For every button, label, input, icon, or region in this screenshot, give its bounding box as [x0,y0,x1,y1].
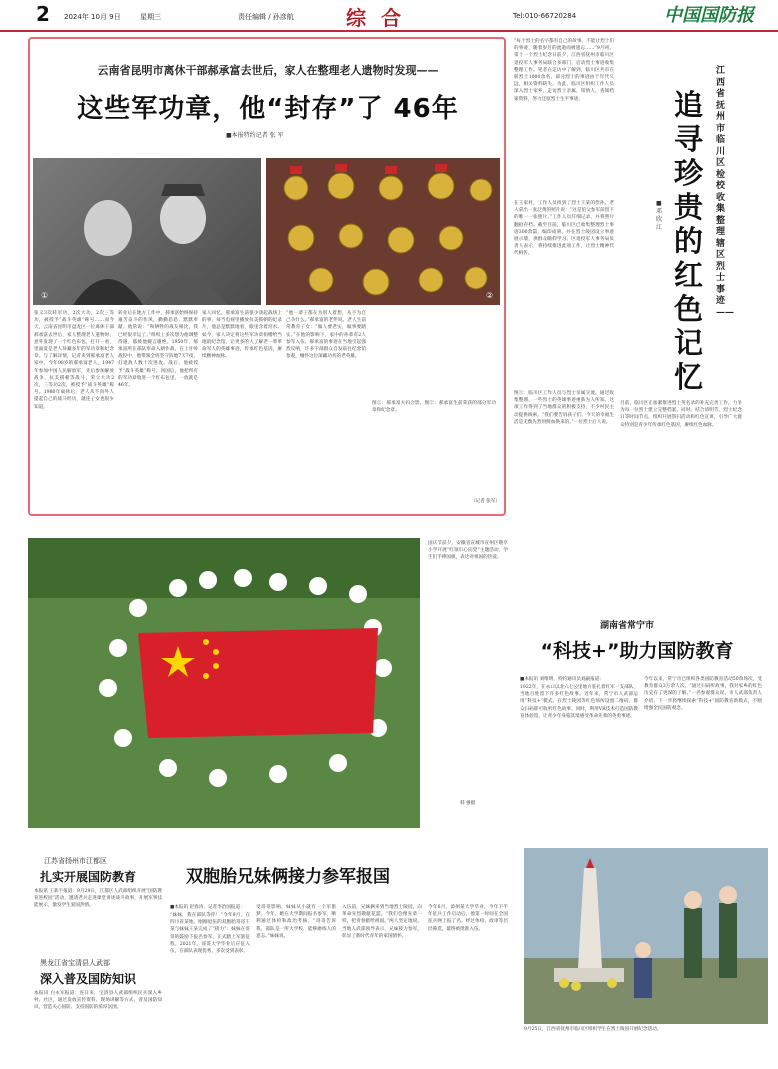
students-photo-credit: 韩 强摄 [460,801,476,806]
article-4-title: 双胞胎兄妹俩接力参军报国 [186,867,390,887]
article-1-author: （记者 张军） [470,499,500,504]
article-1-byline: ■本报特约记者 张 军 [226,132,284,139]
svg-text:②: ② [486,291,494,300]
issue-weekday: 星期三 [140,13,161,21]
article-4-body-1: “妹妹，我在部队等你！”今年9月，在四川省某地，刚刚退伍的双胞胎哥哥王某与妹妹王某完成了“接力”：妹妹在哥哥的鼓励下报名参军，正式踏上军旅征程。2021年，哥哥大学毕业后应征入伍，在部队表现优秀，多次受到表彰。 [170,913,250,955]
article-2-col-d: 目前，临川区正加紧推进烈士英名录的补充完善工作，力争为每一位烈士建立完整档案。同时，结合清明节、烈士纪念日等时间节点，组织开展祭扫活动和红色宣讲，引导广大群众特别是青少年传承红色基因，赓续红色血脉。 [620,401,742,428]
brief-1-title: 扎实开展国防教育 [40,870,137,884]
brief-1-region: 江苏省扬州市江都区 [44,857,107,865]
issue-date: 2024年 10月 9日 [64,13,121,21]
article-3-byline: ■本报讯 刘维明、特约通讯员刘嗣报道： [520,677,604,682]
article-1-photo-caption: 图①：郝承富夫妇合影。图②：郝承富生前荣获的部分军功章和纪念章。 [372,401,496,414]
svg-text:①: ① [41,291,49,300]
students-flag-photo [28,538,420,828]
article-3-body-1: 1922年，在永口以北六七公里地方驻扎着红军一支部队，当地百姓留下许多红色故事。近年来，常宁市人武部运用“科技+”模式，在烈士陵园等红色场所设置二维码，群众扫码即可收听红色故事。同时，利用VR技术打造国防教育体验馆，让青少年身临其境感受革命先辈的英勇事迹。 [520,685,638,719]
article-1-col-1: 张义3次转军功，2次大功，2次三等功，被授予“战斗英雄”称号……而今天，云南省昆明市盘龙区一位离休干部郝承富去世后，家人整理老人遗物时，意外发现了一个红色布包，打开一看，里面竟是老人珍藏多年的军功章和纪念章。与了解详情，记者来到郝承富老人家中。今年98岁的郝承富老人，1947年参加中国人民解放军，先后参加解放战争、抗美援朝等战斗，荣立大功2次，三等功2次，被授予“战斗英雄”称号。1980年离休后，老人从不向外人提起自己的战斗经历，就连子女也很少知道。 [34,311,114,410]
article-1-col-3: 家人回忆，郝承富生前很少谈起战场上的事，每当电视里播放抗美援朝的纪录片，他总是默默地看，眼里含着泪水。如今，家人决定将这些军功章捐赠给当地的纪念馆，让更多的人了解老一辈革命军人的英雄事迹，传承红色基因，赓续精神血脉。 [202,311,282,360]
brief-2-body: 本报讯 白永军报道：连日来，宝清县人武部组织民兵深入乡村、社区，通过发放宣传资料、现场讲解等方式，普及国防知识，营造关心国防、支持国防的浓厚氛围。 [34,991,162,1011]
article-2-col-a: “每个烈士的名字都有自己的故事。不能让烈士们的事迹，随着岁月的流逝而被遗忘……”9月初，第十一个烈士纪念日前夕，江西省抚州市临川区退役军人事务局联合多部门，启动烈士事迹收集整理工作。笔者在走访中了解到，临川区共有在册烈士1000余名，部分烈士的事迹由于年代久远，相关资料缺失。为此，临川区组织工作人员深入烈士家乡，走访烈士亲属、知情人，查阅档案资料，努力还原烈士生平事迹。 [514,39,614,102]
article-1-col-4: “他一辈子都在为别人着想，从不为自己争什么。”郝承富的老伴说。老人生前常教育子女：“做人要老实，做事要踏实。”在他的影响下，家中的孙辈有2人参军入伍。郝承富的事迹在当地引起强烈反响，许多干部群众自发前往纪念馆参观，缅怀这位深藏功名的老英雄。 [286,311,366,360]
article-4-body-3: 入伍前，兄妹俩来到当地烈士陵园，向革命先烈敬献花篮。“我们会像先辈一样，把青春献给祖国。”两人坚定地说。当地人武部领导表示，兄妹接力参军，彰显了新时代青年的家国情怀。 [342,905,422,939]
newspaper-logo: 中国国防报 [664,5,754,26]
article-4-body-2: 受哥哥影响，妹妹从小就有一个军旅梦。今年，她在大学期间报名参军，顺利通过体检和政治考核。“哥哥告诉我，部队是一所大学校，能够磨炼人的意志。”妹妹说。 [256,905,336,939]
students-photo-caption: 国庆节前夕，安徽省宣城市宣州区敬亭小学开展“红领巾心向党”主题活动，学生们手捧国旗，表达对祖国的热爱。 [428,541,508,561]
article-3-title: “科技+”助力国防教育 [540,640,734,662]
responsible-editor: 责任编辑 / 孙彦航 [238,13,294,21]
article-3-body-2: 今年以来，常宁市已组织各类国防教育活动50余场次，受教育群众3万余人次。“通过扫码听故事，我对家乡的红色历史有了更深的了解。”一名参观群众说。市人武部负责人介绍，下一步将继续探索“科技+”国防教育新模式，不断增强全民国防观念。 [644,677,762,711]
article-2-col-c: 图①：临川区工作人员与烈士亲属交流。通过收集整理，一些烈士的英雄事迹重新为人所知。这项工作得到了当地群众的积极支持，不少村民主动提供线索。“我们要告诉孩子们，今天的幸福生活是无数先烈用鲜血换来的。”一位烈士后人说。 [514,391,614,425]
article-2-col-b: 在王家村，工作人员找到了烈士王某的侄孙。老人拿出一张泛黄的照片说：“这是伯父参军前留下的唯一一张照片。”工作人员仔细记录，并将照片翻拍存档。截至目前，临川区已收集整理烈士事迹300余篇，编印成册，并在烈士陵园设立事迹展示墙，供群众瞻仰学习。区退役军人事务局负责人表示，将持续推进此项工作，让烈士精神代代相传。 [514,201,614,257]
brief-2-title: 深入普及国防知识 [40,972,137,986]
couple-portrait-photo [33,158,261,305]
medals-photo [266,158,500,305]
article-4-body-4: 今年6月，漳州某大学毕业，今年下半年征兵工作启动后，他第一时间在全国征兵网上报了名。经过体检、政审等层层筛选，最终被批准入伍。 [428,905,508,932]
page-header [0,0,778,32]
article-2-kicker: 江西省抚州市临川区检校收集整理辖区烈士事迹—— [716,66,734,318]
article-3-kicker: 湖南省常宁市 [600,621,655,631]
telephone: Tel:010-66720284 [513,12,577,20]
brief-2-region: 黑龙江省宝清县人武部 [40,959,110,967]
memorial-photo [524,848,768,1024]
article-1-col-2: 转业后在地方工作中，郝承富始终保持艰苦奋斗的作风，勤勤恳恳，默默奉献。他常说：“和牺牲的战友相比，我已经很幸运了。”组织上多次想为他调整待遇，都被他婉言谢绝。1950年，郝承富所在部队奉命入朝作战，在上甘岭战役中，他带领全班坚守阵地7天7夜，打退敌人数十次进攻。战后，他被授予“战斗英雄”称号。回国后，他把所有的军功章收进一个红布包里，一放就是46年。 [118,311,198,389]
article-2-title: 追寻珍贵的红色记忆 [674,88,704,394]
brief-1-body: 本报讯 王新宇报道：9月29日，江都区人武部组织开展“国防教育进校园”活动，邀请老兵走进课堂讲述战斗故事，开展军事技能展示，激发学生爱国热情。 [34,889,162,909]
article-2-byline: ■邓 欣 江 [656,200,663,231]
article-1-title: 这些军功章，他“封存”了 46年 [77,94,459,124]
article-4-byline: ■本报讯 赵春涛、记者李治国报道： [170,905,245,910]
article-1-kicker: 云南省昆明市离休干部郝承富去世后，家人在整理老人遗物时发现—— [97,64,439,77]
page-number: 2 [36,2,50,26]
memorial-photo-caption: 9月25日，江西省抚州市临川区组织学生在烈士陵园开展纪念活动。 [524,1027,662,1032]
section-title: 综 合 [346,6,405,30]
